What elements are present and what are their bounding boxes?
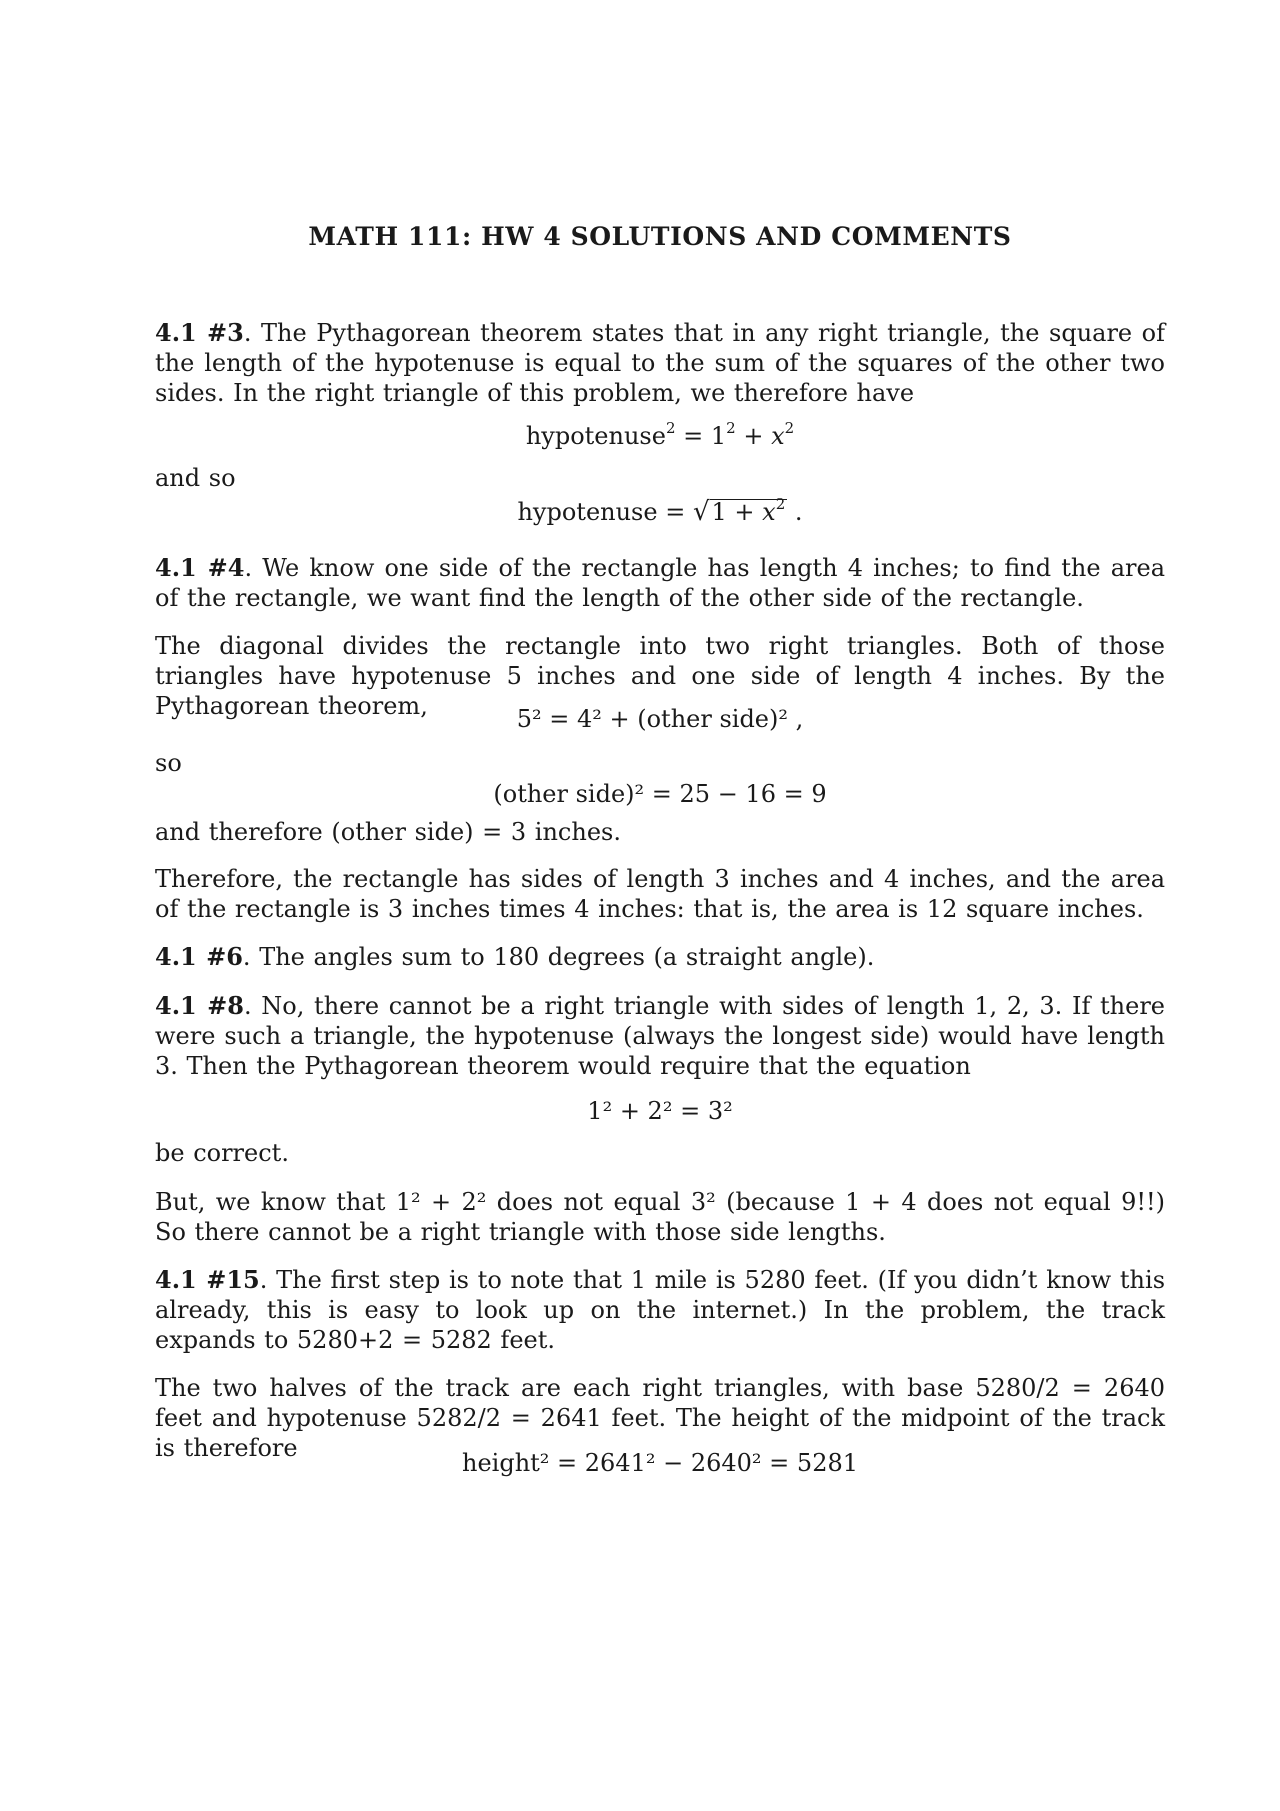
problem-15-label: 4.1 #15 [155,1265,260,1294]
problem-15-text: The first step is to note that 1 mile is 5280 feet. (If you didn’t know this already, this is easy to look up on the internet.) In the problem, the track expands to 5280+2 = 5282 feet. [155,1266,1166,1354]
eq-hypotenuse-text: hypotenuse [525,422,666,450]
problem-6-label: 4.1 #6 [155,942,243,971]
problem-8-connector: be correct. [155,1139,289,1167]
problem-8-paragraph: 4.1 #8. No, there cannot be a right triangle with sides of length 1, 2, 3. If there were such a triangle, the hypotenuse (always the longest side) would have length 3. Then the Pythagorean theorem would require that the equation [155,991,1166,1080]
problem-8-paragraph-2: But, we know that 1² + 2² does not equal 3² (because 1 + 4 does not equal 9!!) So there cannot be a right triangle with those side lengths. [155,1188,1165,1246]
problem-6-paragraph: 4.1 #6. The angles sum to 180 degrees (a straight angle). [155,942,875,971]
eq-plus: + [735,422,772,450]
problem-15-paragraph-2: The two halves of the track are each right triangles, with base 5280/2 = 2640 feet and hypotenuse 5282/2 = 2641 feet. The height of the midpoint of the track is therefore [155,1374,1165,1462]
problem-3-connector: and so [155,464,236,492]
problem-4-connector: so [155,749,182,777]
problem-4-paragraph-2: The diagonal divides the rectangle into two right triangles. Both of those triangles have hypotenuse 5 inches and one side of length 4 inches. By the Pythagorean theorem, [155,632,1165,720]
problem-4-conclusion: and therefore (other side) = 3 inches. [155,818,621,846]
problem-4-paragraph: 4.1 #4. We know one side of the rectangle has length 4 inches; to find the area of the rectangle, we want find the length of the other side of the rectangle. [155,553,1166,612]
problem-3-equation-2: hypotenuse = $√1 + x^2$ . [517,495,803,527]
page-title: MATH 111: HW 4 SOLUTIONS AND COMMENTS [308,222,1012,251]
problem-3-label: 4.1 #3 [155,318,244,347]
problem-4-equation-2: (other side)² = 25 − 16 = 9 [493,780,827,808]
problem-6-text: The angles sum to 180 degrees (a straight angle). [259,943,875,971]
eq-equals-one: = 1 [683,422,727,450]
problem-3-equation-1: hypotenuse$^2$ = $1^2 + x^2$ [525,419,795,450]
problem-3-paragraph: 4.1 #3. The Pythagorean theorem states that in any right triangle, the square of the length of the hypotenuse is equal to the sum of the squares of the other two sides. In the right triangle of this problem, we therefore have [155,318,1166,407]
eq-hypotenuse-equals: hypotenuse = [517,498,693,526]
sqrt-radicand: $1 + x^2$ [711,495,786,526]
problem-4-paragraph-3: Therefore, the rectangle has sides of length 3 inches and 4 inches, and the area of the rectangle is 3 inches times 4 inches: that is, the area is 12 square inches. [155,865,1165,923]
sqrt-symbol: √ [692,497,710,527]
problem-15-paragraph: 4.1 #15. The first step is to note that 1 mile is 5280 feet. (If you didn’t know this already, this is easy to look up on the internet.) In the problem, the track expands to 5280+2 = 5282 feet. [155,1265,1166,1354]
problem-8-text: No, there cannot be a right triangle with sides of length 1, 2, 3. If there were such a triangle, the hypotenuse (always the longest side) would have length 3. Then the Pythagorean theorem would require that the equation [155,992,1166,1080]
problem-8-equation-1: 1² + 2² = 3² [587,1097,733,1125]
problem-4-label: 4.1 #4 [155,553,245,582]
problem-8-label: 4.1 #8 [155,991,244,1020]
problem-4-text: We know one side of the rectangle has length 4 inches; to find the area of the rectangle, we want find the length of the other side of the rectangle. [155,554,1166,612]
problem-4-equation-1: 5² = 4² + (other side)² , [516,705,804,733]
problem-3-text: The Pythagorean theorem states that in any right triangle, the square of the length of the hypotenuse is equal to the sum of the squares of the other two sides. In the right triangle of this problem, we therefore have [155,319,1166,407]
problem-15-equation-1: height² = 2641² − 2640² = 5281 [462,1449,858,1477]
